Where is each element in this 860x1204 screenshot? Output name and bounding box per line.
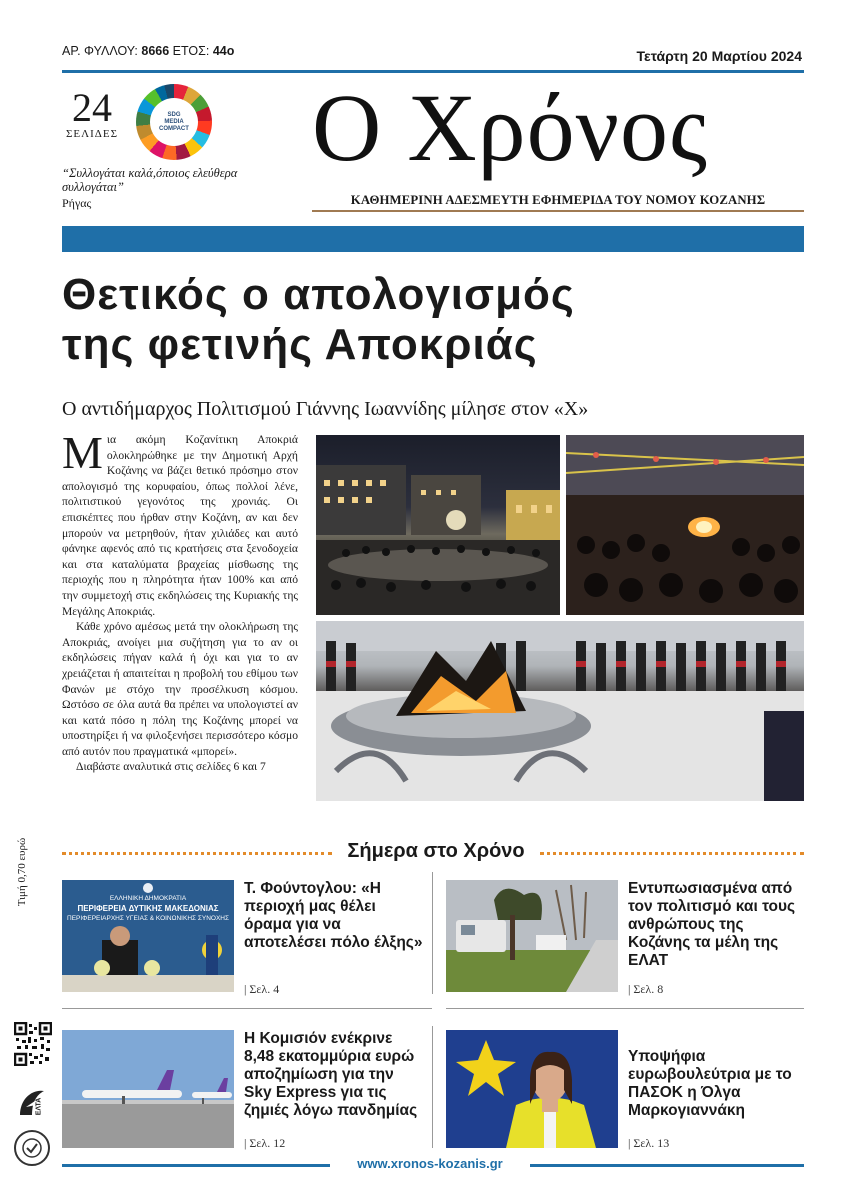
- issue-info: [62, 44, 234, 58]
- lead-headline-line: της φετινής Αποκριάς: [62, 320, 538, 369]
- sdg-badge-line: SDG: [167, 111, 181, 118]
- lead-subheadline: Ο αντιδήμαρχος Πολιτισμού Γιάννης Ιωαννίδης μίλησε στον «Χ»: [62, 398, 589, 420]
- article-paragraph: [62, 427, 298, 619]
- tagline-rule: [312, 210, 804, 212]
- masthead-quote: “Συλλογάται καλά,όποιος ελεύθερα συλλογάται”: [62, 166, 238, 194]
- price-label: [16, 837, 40, 992]
- elta-label: ΕΛΤΑ: [35, 1097, 43, 1116]
- publisher-seal-icon: [14, 1130, 50, 1166]
- section-dots-right: [540, 852, 804, 855]
- article-paragraph: Κάθε χρόνο αμέσως μετά την ολοκλήρωση της Αποκριάς, ανοίγει μια συζήτηση για το αν οι εκδηλώσεις πήγαν καλά ή όχι και για το αν χρειάζεται ή απαιτείται η προβολή του εθίμου των Φανών με στόχο την προσέλκυση κόσμου. Ωστόσο σε όλα αυτά θα πρέπει να υπολογιστεί αν και κατά πόσο η πόλη της Κοζάνης μπορεί να υποστηρίξει ή να φιλοξενήσει περισσότερο κόσμο από αυτόν που πραγματικά «μπορεί».: [62, 620, 298, 758]
- price-text: Τιμή 0,70 ευρώ: [16, 837, 28, 907]
- section-header: [62, 840, 804, 864]
- lead-photo-bonfire-dancers: [316, 621, 804, 801]
- dropcap: Μ: [62, 427, 103, 478]
- teaser-image-markogiannaki[interactable]: [446, 1030, 618, 1148]
- teaser-image-elat[interactable]: [446, 880, 618, 992]
- teaser-image-caption: ΕΛΛΗΝΙΚΗ ΔΗΜΟΚΡΑΤΙΑ: [109, 895, 187, 902]
- teaser-page: | Σελ. 12: [244, 1136, 286, 1150]
- paragraph-text: ια ακόμη Κοζανίτικη Αποκριά ολοκληρώθηκε με την Δημοτική Αρχή Κοζάνης να βάζει θετικό πρόσημο στον απολογισμό της κορυφαίου, όπως πολλοί λένε, πολιτιστικού γεγονότος της χρονιάς. Οι επισκέπτες που ήρθαν στην Κοζάνη, αν και δεν μπορούν να μετρηθούν, ήταν χιλιάδες και αυτό φάνηκε αφενός από τις κρατήσεις στα ξενοδοχεία και στα καταλύματα βραχείας μίσθωσης της περιοχής που η πληρότητα ήταν 100% και από την συμμετοχή στις εκδηλώσεις της Κυριακής της Μεγάλης Αποκριάς.: [62, 433, 298, 618]
- website-link[interactable]: www.xronos-kozanis.gr: [330, 1154, 530, 1174]
- issue-label: ΑΡ. ΦΥΛΛΟΥ:: [62, 44, 138, 58]
- teaser-row-divider: [446, 1008, 804, 1009]
- issue-date: Τετάρτη 20 Μαρτίου 2024: [636, 48, 802, 64]
- section-dots-left: [62, 852, 332, 855]
- teaser-page: | Σελ. 8: [628, 982, 664, 996]
- teaser-title[interactable]: Υποψήφια ευρωβουλεύτρια με το ΠΑΣΟΚ η Όλγα Μαρκογιαννάκη: [628, 1048, 792, 1119]
- teaser-image-fountoglou[interactable]: [62, 880, 234, 992]
- teaser-page: | Σελ. 4: [244, 982, 280, 996]
- read-more[interactable]: Διαβάστε αναλυτικά στις σελίδες 6 και 7: [76, 760, 266, 774]
- teaser-divider: [432, 872, 433, 994]
- sdg-badge-line: MEDIA: [164, 118, 184, 125]
- issue-number: 8666: [141, 44, 170, 58]
- lead-headline-line: Θετικός ο απολογισμός: [62, 270, 575, 319]
- teaser-image-caption: ΠΕΡΙΦΕΡΕΙΑ ΔΥΤΙΚΗΣ ΜΑΚΕΔΟΝΙΑΣ: [77, 904, 219, 913]
- page-count: [62, 85, 122, 140]
- teaser-title[interactable]: Τ. Φούντογλου: «Η περιοχή μας θέλει όραμα για να αποτελέσει πόλο έλξης»: [244, 880, 423, 951]
- teaser-title[interactable]: Εντυπωσιασμένα από τον πολιτισμό και τους ανθρώπους της Κοζάνης τα μέλη της ΕΛΑΤ: [628, 880, 796, 969]
- lead-headline[interactable]: [62, 270, 804, 370]
- sdg-badge-line: COMPACT: [159, 125, 189, 132]
- newspaper-tagline: ΚΑΘΗΜΕΡΙΝΗ ΑΔΕΣΜΕΥΤΗ ΕΦΗΜΕΡΙΔΑ ΤΟΥ ΝΟΜΟΥ ΚΟΖΑΝΗΣ: [350, 193, 766, 207]
- quote-author: Ρήγας: [62, 196, 92, 210]
- year-label: ΕΤΟΣ:: [172, 44, 210, 58]
- page-count-number: 24: [72, 85, 112, 130]
- teaser-page: | Σελ. 13: [628, 1136, 670, 1150]
- sdg-badge-center: [150, 98, 198, 146]
- teaser-row-divider: [62, 1008, 432, 1009]
- teaser-image-caption: ΠΕΡΙΦΕΡΕΙΑΡΧΗΣ ΥΓΕΙΑΣ & ΚΟΙΝΩΝΙΚΗΣ ΣΥΝΟΧΗΣ: [67, 915, 229, 922]
- teaser-divider: [432, 1026, 433, 1148]
- lead-photo-night-square: [316, 435, 560, 615]
- qr-code-icon[interactable]: [14, 1022, 52, 1066]
- masthead-blue-bar: [62, 226, 804, 252]
- page-count-label: ΣΕΛΙΔΕΣ: [66, 128, 118, 140]
- teaser-title[interactable]: Η Κομισιόν ενέκρινε 8,48 εκατομμύρια ευρώ αποζημίωση για την Sky Express για τις ζημιές λόγω πανδημίας: [244, 1030, 418, 1119]
- section-title: Σήμερα στο Χρόνο: [347, 840, 525, 862]
- teaser-image-sky-express[interactable]: [62, 1030, 234, 1148]
- sdg-media-compact-logo: [136, 84, 212, 160]
- elta-postal-logo: [16, 1085, 48, 1125]
- year-value: 44ο: [212, 44, 235, 58]
- lead-photo-crowd-bonfire: [566, 435, 804, 615]
- newspaper-logo[interactable]: Ο Χρόνος: [312, 74, 708, 181]
- lead-article-body: [62, 427, 298, 775]
- top-rule: [62, 70, 804, 73]
